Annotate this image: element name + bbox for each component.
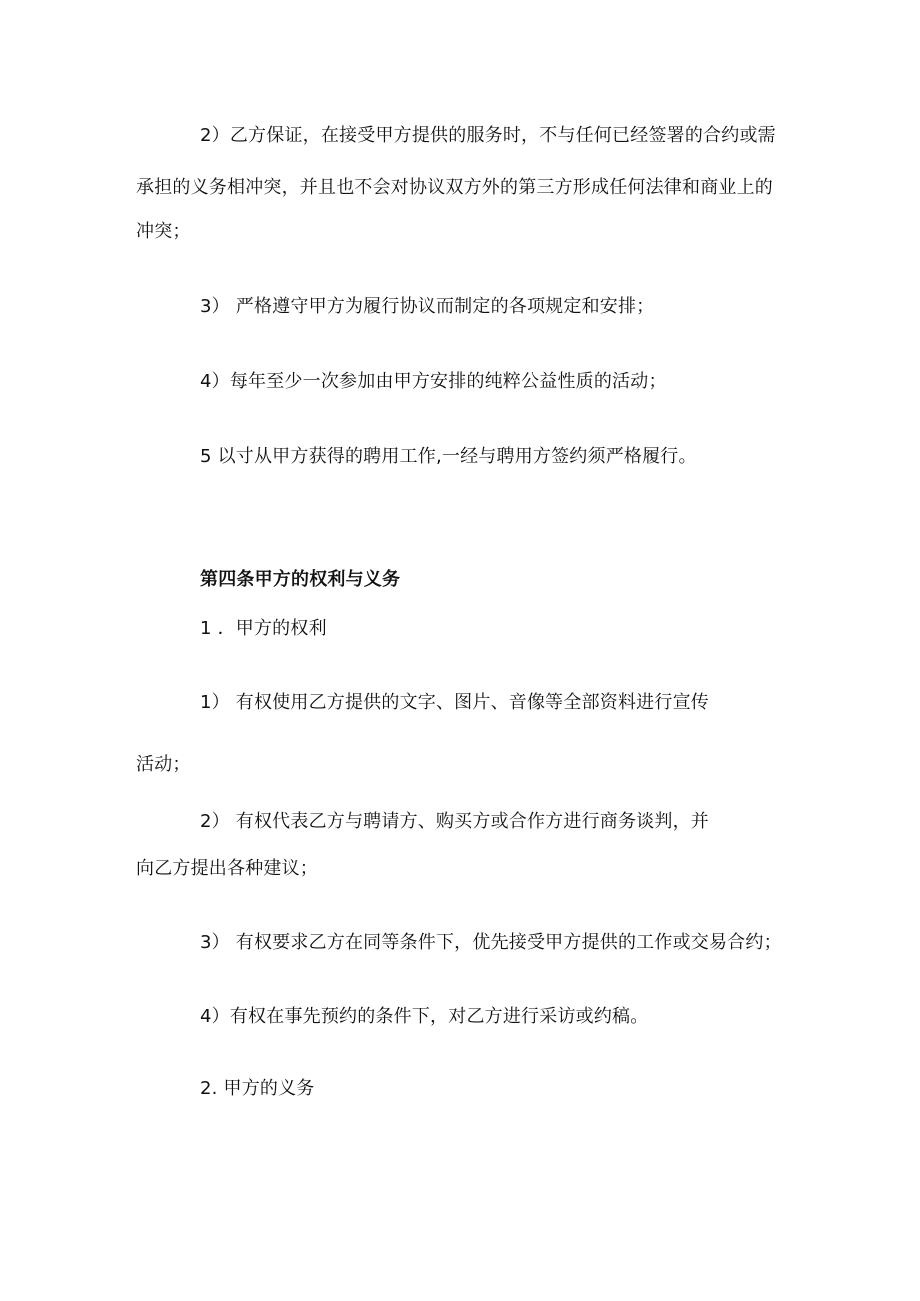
paragraph-5: 5 以寸从甲方获得的聘用工作,一经与聘用方签约须严格履行。 bbox=[200, 446, 697, 467]
right-2-line-2: 向乙方提出各种建议； bbox=[136, 858, 318, 879]
paragraph-2-line-3: 冲突； bbox=[136, 221, 191, 242]
right-3: 3） 有权要求乙方在同等条件下，优先接受甲方提供的工作或交易合约； bbox=[200, 932, 782, 953]
paragraph-3: 3） 严格遵守甲方为履行协议而制定的各项规定和安排； bbox=[200, 296, 655, 317]
right-1-line-2: 活动； bbox=[136, 754, 191, 775]
section-2-title: 2. 甲方的义务 bbox=[200, 1078, 315, 1099]
right-1-line-1: 1） 有权使用乙方提供的文字、图片、音像等全部资料进行宣传 bbox=[200, 692, 709, 713]
paragraph-4: 4）每年至少一次参加由甲方安排的纯粹公益性质的活动； bbox=[200, 371, 667, 392]
right-4: 4）有权在事先预约的条件下，对乙方进行采访或约稿。 bbox=[200, 1006, 649, 1027]
right-2-line-1: 2） 有权代表乙方与聘请方、购买方或合作方进行商务谈判，并 bbox=[200, 811, 709, 832]
section-1-title: 1 ．甲方的权利 bbox=[200, 618, 327, 639]
paragraph-2-line-2: 承担的义务相冲突，并且也不会对协议双方外的第三方形成任何法律和商业上的 bbox=[136, 177, 773, 198]
paragraph-2-line-1: 2）乙方保证，在接受甲方提供的服务时，不与任何已经签署的合约或需 bbox=[200, 125, 776, 146]
article-4-heading: 第四条甲方的权利与义务 bbox=[200, 569, 401, 590]
